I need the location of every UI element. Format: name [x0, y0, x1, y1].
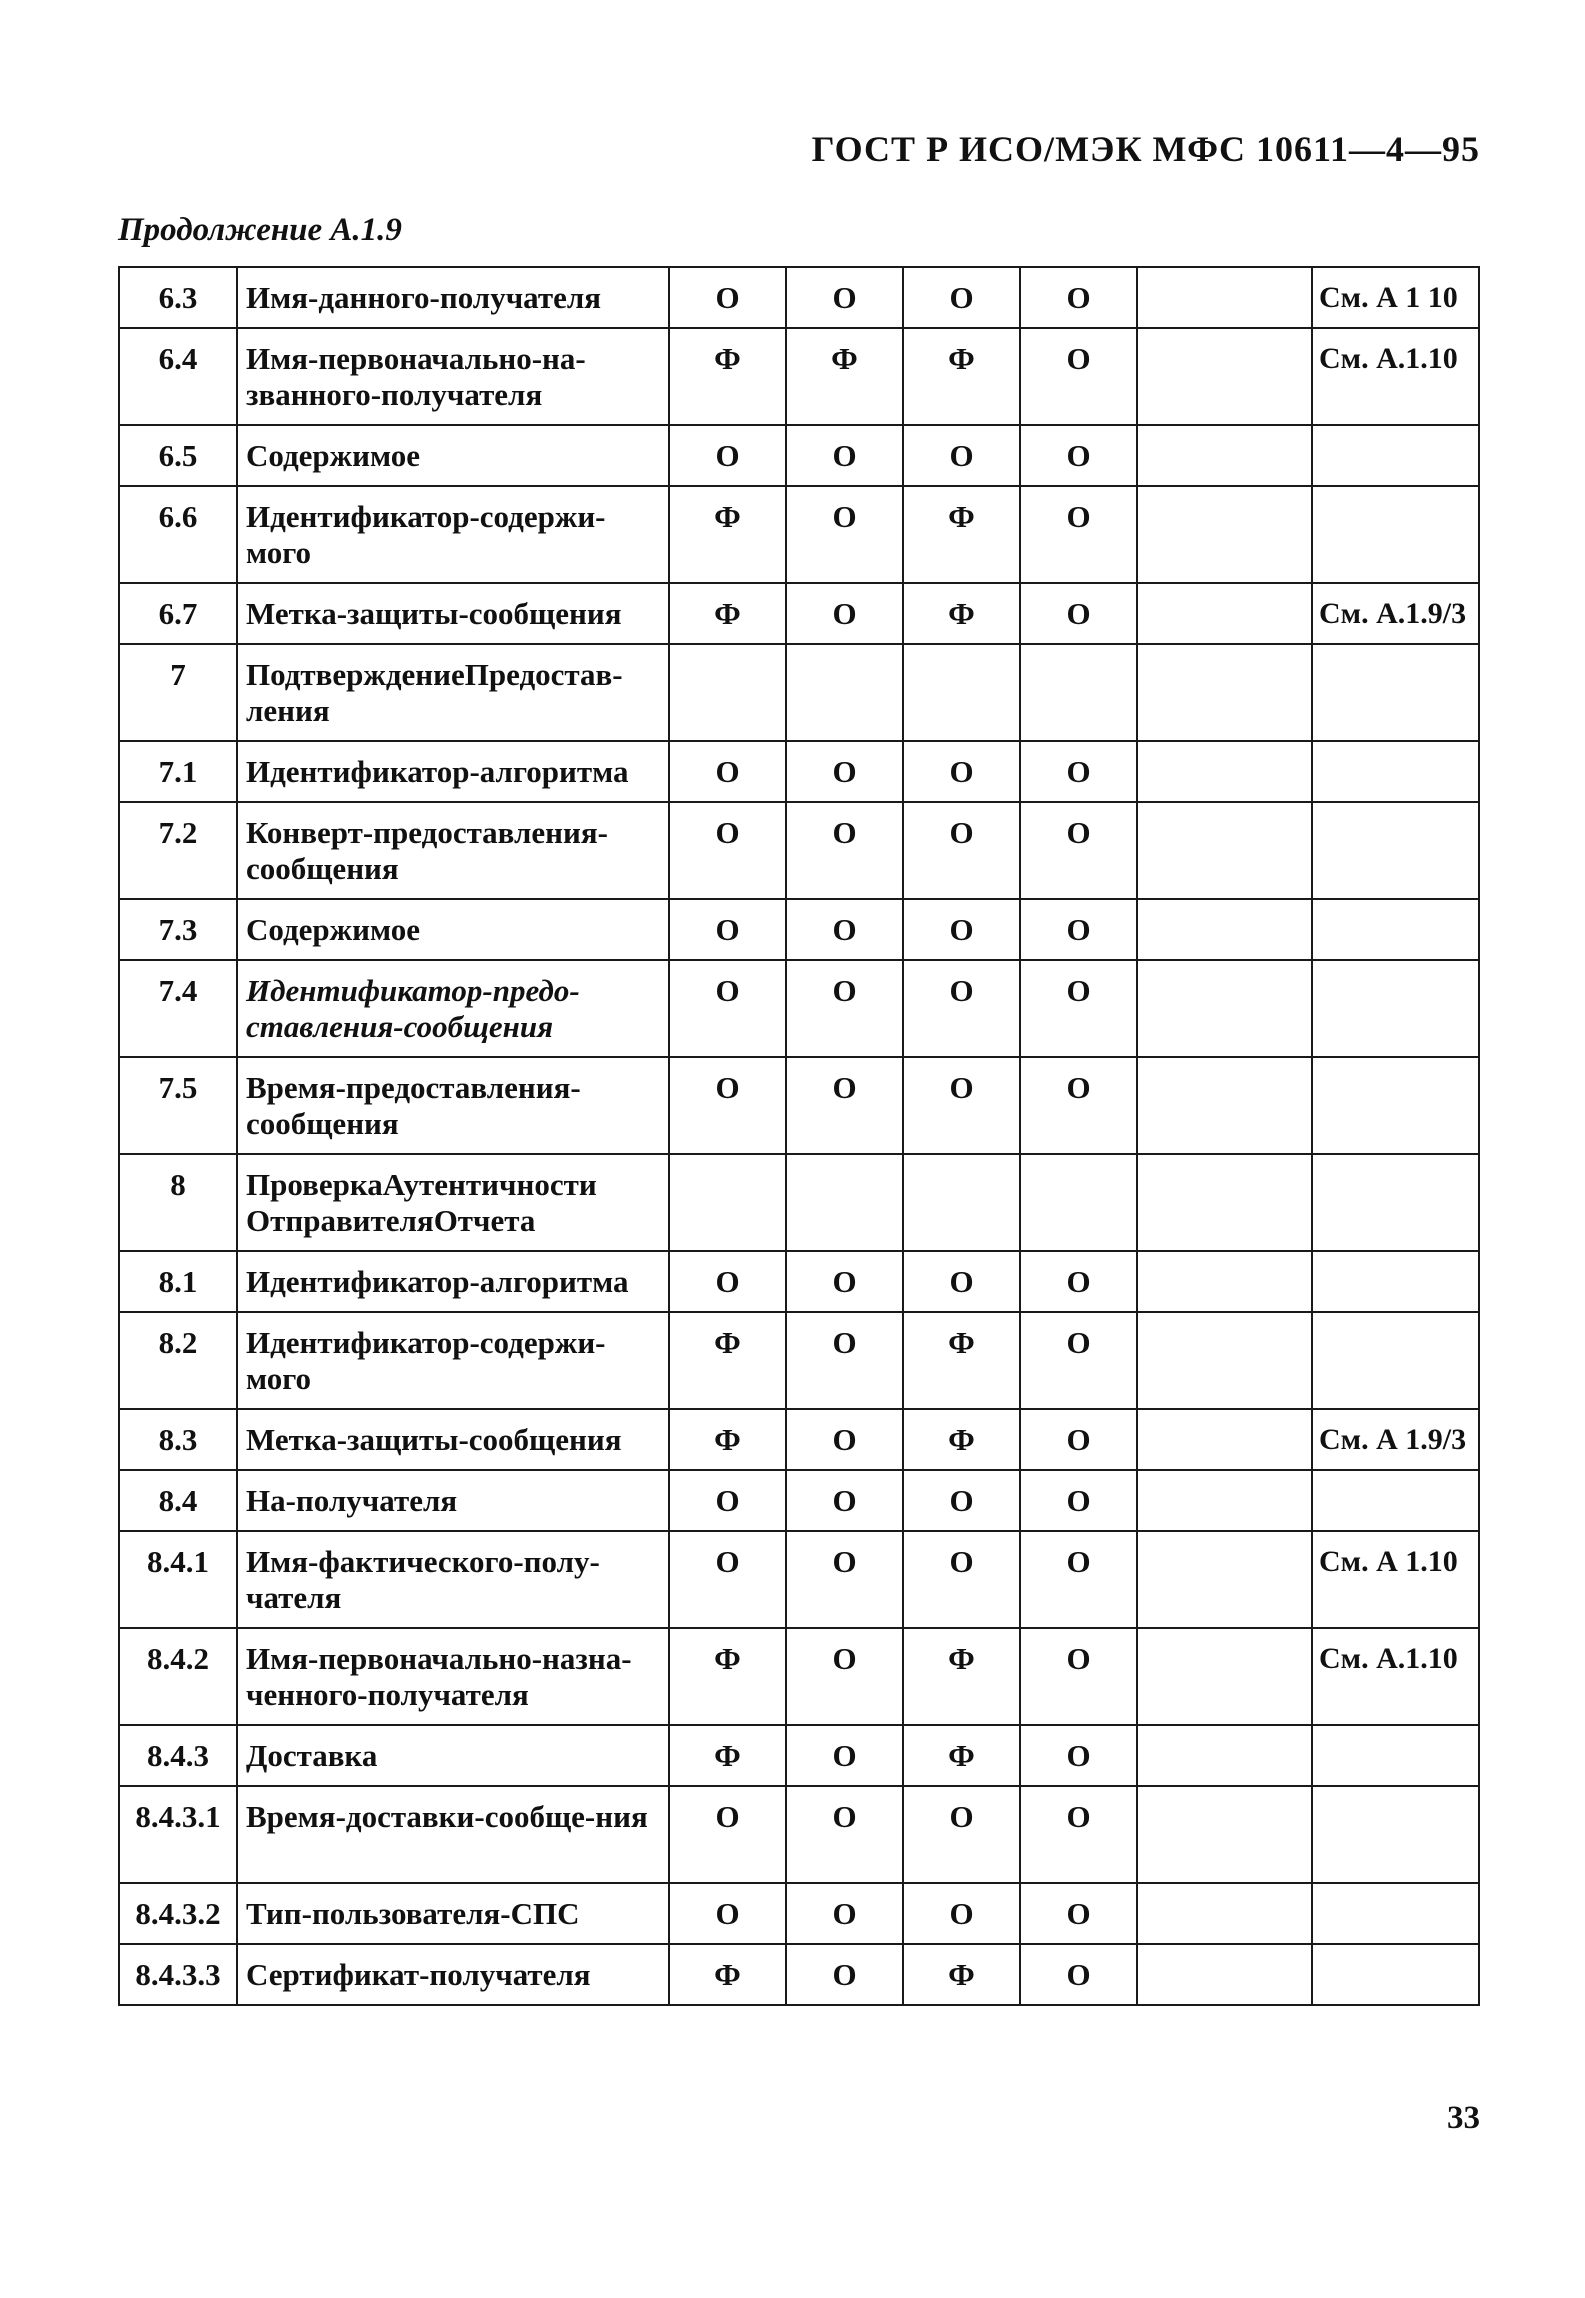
- value-cell-2: О: [786, 486, 903, 583]
- value-cell-4: О: [1020, 741, 1137, 802]
- table-row: [119, 899, 1479, 960]
- note-cell: См. А 1.9/3: [1312, 1409, 1479, 1470]
- value-cell-5: [1137, 1628, 1312, 1725]
- row-name: Идентификатор-содержи-мого: [237, 486, 669, 583]
- note-cell: [1312, 1251, 1479, 1312]
- value-cell-1: О: [669, 1251, 786, 1312]
- row-name: Идентификатор-содержи-мого: [237, 1312, 669, 1409]
- value-cell-5: [1137, 1944, 1312, 2005]
- note-cell: [1312, 802, 1479, 899]
- note-cell: [1312, 899, 1479, 960]
- table-row: [119, 1154, 1479, 1251]
- row-number: 8: [119, 1154, 237, 1251]
- table-row: [119, 583, 1479, 644]
- value-cell-4: О: [1020, 960, 1137, 1057]
- note-cell: См. А.1.10: [1312, 1628, 1479, 1725]
- value-cell-5: [1137, 1057, 1312, 1154]
- value-cell-3: О: [903, 899, 1020, 960]
- row-number: 7.5: [119, 1057, 237, 1154]
- value-cell-3: Ф: [903, 328, 1020, 425]
- row-name: Сертификат-получателя: [237, 1944, 669, 2005]
- requirements-table: [118, 266, 1480, 2006]
- value-cell-5: [1137, 267, 1312, 328]
- value-cell-4: [1020, 1154, 1137, 1251]
- value-cell-1: [669, 644, 786, 741]
- note-cell: [1312, 741, 1479, 802]
- row-number: 8.4.3.1: [119, 1786, 237, 1883]
- value-cell-4: О: [1020, 1628, 1137, 1725]
- row-number: 6.4: [119, 328, 237, 425]
- value-cell-3: Ф: [903, 1944, 1020, 2005]
- row-number: 6.5: [119, 425, 237, 486]
- row-name: Имя-первоначально-на-званного-получателя: [237, 328, 669, 425]
- note-cell: См. А 1.10: [1312, 1531, 1479, 1628]
- value-cell-2: О: [786, 802, 903, 899]
- table-row: [119, 1944, 1479, 2005]
- note-cell: [1312, 1786, 1479, 1883]
- row-number: 6.3: [119, 267, 237, 328]
- value-cell-5: [1137, 1725, 1312, 1786]
- value-cell-4: О: [1020, 425, 1137, 486]
- row-name: Идентификатор-предо-ставления-сообщения: [237, 960, 669, 1057]
- value-cell-1: О: [669, 960, 786, 1057]
- value-cell-3: Ф: [903, 583, 1020, 644]
- value-cell-1: О: [669, 1883, 786, 1944]
- value-cell-3: Ф: [903, 1312, 1020, 1409]
- row-name: Время-доставки-сообще-ния: [237, 1786, 669, 1883]
- row-name: Содержимое: [237, 899, 669, 960]
- value-cell-3: О: [903, 425, 1020, 486]
- value-cell-2: О: [786, 583, 903, 644]
- table-row: [119, 1725, 1479, 1786]
- value-cell-1: [669, 1154, 786, 1251]
- value-cell-4: О: [1020, 1944, 1137, 2005]
- value-cell-2: О: [786, 1470, 903, 1531]
- value-cell-5: [1137, 583, 1312, 644]
- value-cell-3: О: [903, 741, 1020, 802]
- value-cell-3: О: [903, 1470, 1020, 1531]
- value-cell-4: О: [1020, 1470, 1137, 1531]
- value-cell-4: О: [1020, 802, 1137, 899]
- value-cell-2: [786, 1154, 903, 1251]
- row-number: 7.4: [119, 960, 237, 1057]
- value-cell-5: [1137, 1883, 1312, 1944]
- value-cell-1: Ф: [669, 1725, 786, 1786]
- row-number: 7.2: [119, 802, 237, 899]
- value-cell-5: [1137, 1786, 1312, 1883]
- value-cell-5: [1137, 425, 1312, 486]
- note-cell: [1312, 1725, 1479, 1786]
- value-cell-2: О: [786, 1944, 903, 2005]
- table-row: [119, 1251, 1479, 1312]
- table-row: [119, 960, 1479, 1057]
- row-name: На-получателя: [237, 1470, 669, 1531]
- row-name: Доставка: [237, 1725, 669, 1786]
- value-cell-4: О: [1020, 1409, 1137, 1470]
- table-row: [119, 644, 1479, 741]
- value-cell-1: О: [669, 1470, 786, 1531]
- row-number: 6.6: [119, 486, 237, 583]
- value-cell-3: [903, 1154, 1020, 1251]
- note-cell: [1312, 486, 1479, 583]
- value-cell-3: О: [903, 960, 1020, 1057]
- value-cell-2: О: [786, 1409, 903, 1470]
- value-cell-1: Ф: [669, 486, 786, 583]
- value-cell-4: О: [1020, 1531, 1137, 1628]
- value-cell-5: [1137, 1312, 1312, 1409]
- row-name: Конверт-предоставления-сообщения: [237, 802, 669, 899]
- value-cell-4: О: [1020, 486, 1137, 583]
- note-cell: [1312, 960, 1479, 1057]
- value-cell-2: О: [786, 1883, 903, 1944]
- value-cell-5: [1137, 1154, 1312, 1251]
- value-cell-2: Ф: [786, 328, 903, 425]
- value-cell-1: Ф: [669, 1409, 786, 1470]
- table-row: [119, 486, 1479, 583]
- value-cell-1: О: [669, 1057, 786, 1154]
- row-number: 8.1: [119, 1251, 237, 1312]
- value-cell-5: [1137, 899, 1312, 960]
- row-number: 8.3: [119, 1409, 237, 1470]
- value-cell-2: О: [786, 741, 903, 802]
- value-cell-2: О: [786, 1628, 903, 1725]
- row-name: ПодтверждениеПредостав-ления: [237, 644, 669, 741]
- value-cell-3: О: [903, 267, 1020, 328]
- row-name: Содержимое: [237, 425, 669, 486]
- table-row: [119, 1409, 1479, 1470]
- note-cell: [1312, 1057, 1479, 1154]
- row-name: Идентификатор-алгоритма: [237, 741, 669, 802]
- table-row: [119, 1312, 1479, 1409]
- row-name: Имя-данного-получателя: [237, 267, 669, 328]
- table-row: [119, 1628, 1479, 1725]
- row-number: 8.4.3: [119, 1725, 237, 1786]
- value-cell-2: О: [786, 1725, 903, 1786]
- value-cell-5: [1137, 644, 1312, 741]
- note-cell: См. А.1.9/3: [1312, 583, 1479, 644]
- note-cell: См. А 1 10: [1312, 267, 1479, 328]
- note-cell: [1312, 644, 1479, 741]
- value-cell-3: О: [903, 1251, 1020, 1312]
- value-cell-2: О: [786, 1312, 903, 1409]
- value-cell-1: Ф: [669, 328, 786, 425]
- value-cell-2: О: [786, 960, 903, 1057]
- value-cell-2: О: [786, 425, 903, 486]
- value-cell-4: О: [1020, 1057, 1137, 1154]
- value-cell-2: [786, 644, 903, 741]
- value-cell-1: О: [669, 899, 786, 960]
- value-cell-2: О: [786, 1786, 903, 1883]
- value-cell-5: [1137, 486, 1312, 583]
- value-cell-4: О: [1020, 1786, 1137, 1883]
- value-cell-1: Ф: [669, 1628, 786, 1725]
- value-cell-4: О: [1020, 267, 1137, 328]
- value-cell-2: О: [786, 899, 903, 960]
- row-name: Имя-фактического-полу-чателя: [237, 1531, 669, 1628]
- table-row: [119, 1057, 1479, 1154]
- value-cell-2: О: [786, 1057, 903, 1154]
- requirements-table-container: [118, 266, 1478, 2006]
- value-cell-3: Ф: [903, 486, 1020, 583]
- value-cell-3: О: [903, 802, 1020, 899]
- note-cell: [1312, 1154, 1479, 1251]
- row-number: 8.4.3.2: [119, 1883, 237, 1944]
- value-cell-5: [1137, 1409, 1312, 1470]
- row-name: Тип-пользователя-СПС: [237, 1883, 669, 1944]
- value-cell-3: Ф: [903, 1725, 1020, 1786]
- row-name: Имя-первоначально-назна-ченного-получателя: [237, 1628, 669, 1725]
- note-cell: [1312, 1312, 1479, 1409]
- value-cell-2: О: [786, 267, 903, 328]
- row-number: 6.7: [119, 583, 237, 644]
- row-name: Время-предоставления-сообщения: [237, 1057, 669, 1154]
- table-row: [119, 1531, 1479, 1628]
- row-number: 8.4.1: [119, 1531, 237, 1628]
- value-cell-5: [1137, 1531, 1312, 1628]
- row-number: 7.1: [119, 741, 237, 802]
- note-cell: [1312, 1883, 1479, 1944]
- row-name: ПроверкаАутентичности ОтправителяОтчета: [237, 1154, 669, 1251]
- row-number: 8.4.3.3: [119, 1944, 237, 2005]
- value-cell-1: Ф: [669, 583, 786, 644]
- table-row: [119, 425, 1479, 486]
- value-cell-5: [1137, 960, 1312, 1057]
- value-cell-5: [1137, 1470, 1312, 1531]
- value-cell-5: [1137, 802, 1312, 899]
- row-name: Метка-защиты-сообщения: [237, 583, 669, 644]
- page-number: 33: [1447, 2100, 1480, 2136]
- value-cell-2: О: [786, 1531, 903, 1628]
- value-cell-3: Ф: [903, 1409, 1020, 1470]
- value-cell-4: [1020, 644, 1137, 741]
- value-cell-1: Ф: [669, 1312, 786, 1409]
- value-cell-1: О: [669, 1786, 786, 1883]
- value-cell-4: О: [1020, 1725, 1137, 1786]
- value-cell-1: О: [669, 1531, 786, 1628]
- continuation-label: Продолжение А.1.9: [118, 212, 402, 248]
- row-name: Идентификатор-алгоритма: [237, 1251, 669, 1312]
- value-cell-3: Ф: [903, 1628, 1020, 1725]
- table-body: [119, 267, 1479, 2005]
- row-number: 7: [119, 644, 237, 741]
- table-row: [119, 1470, 1479, 1531]
- note-cell: [1312, 425, 1479, 486]
- value-cell-3: О: [903, 1057, 1020, 1154]
- value-cell-4: О: [1020, 1883, 1137, 1944]
- value-cell-3: О: [903, 1531, 1020, 1628]
- document-header: ГОСТ Р ИСО/МЭК МФС 10611—4—95: [811, 129, 1480, 169]
- table-row: [119, 328, 1479, 425]
- row-number: 8.4.2: [119, 1628, 237, 1725]
- value-cell-3: О: [903, 1786, 1020, 1883]
- value-cell-5: [1137, 328, 1312, 425]
- value-cell-5: [1137, 741, 1312, 802]
- value-cell-1: О: [669, 425, 786, 486]
- row-number: 7.3: [119, 899, 237, 960]
- note-cell: [1312, 1944, 1479, 2005]
- value-cell-1: О: [669, 741, 786, 802]
- value-cell-4: О: [1020, 1312, 1137, 1409]
- value-cell-5: [1137, 1251, 1312, 1312]
- value-cell-4: О: [1020, 1251, 1137, 1312]
- value-cell-4: О: [1020, 328, 1137, 425]
- table-row: [119, 741, 1479, 802]
- value-cell-2: О: [786, 1251, 903, 1312]
- value-cell-1: О: [669, 267, 786, 328]
- note-cell: [1312, 1470, 1479, 1531]
- value-cell-1: Ф: [669, 1944, 786, 2005]
- table-row: [119, 267, 1479, 328]
- row-number: 8.4: [119, 1470, 237, 1531]
- value-cell-4: О: [1020, 899, 1137, 960]
- table-row: [119, 802, 1479, 899]
- table-row: [119, 1883, 1479, 1944]
- value-cell-3: [903, 644, 1020, 741]
- table-row: [119, 1786, 1479, 1883]
- note-cell: См. А.1.10: [1312, 328, 1479, 425]
- value-cell-3: О: [903, 1883, 1020, 1944]
- value-cell-1: О: [669, 802, 786, 899]
- value-cell-4: О: [1020, 583, 1137, 644]
- row-name: Метка-защиты-сообщения: [237, 1409, 669, 1470]
- row-number: 8.2: [119, 1312, 237, 1409]
